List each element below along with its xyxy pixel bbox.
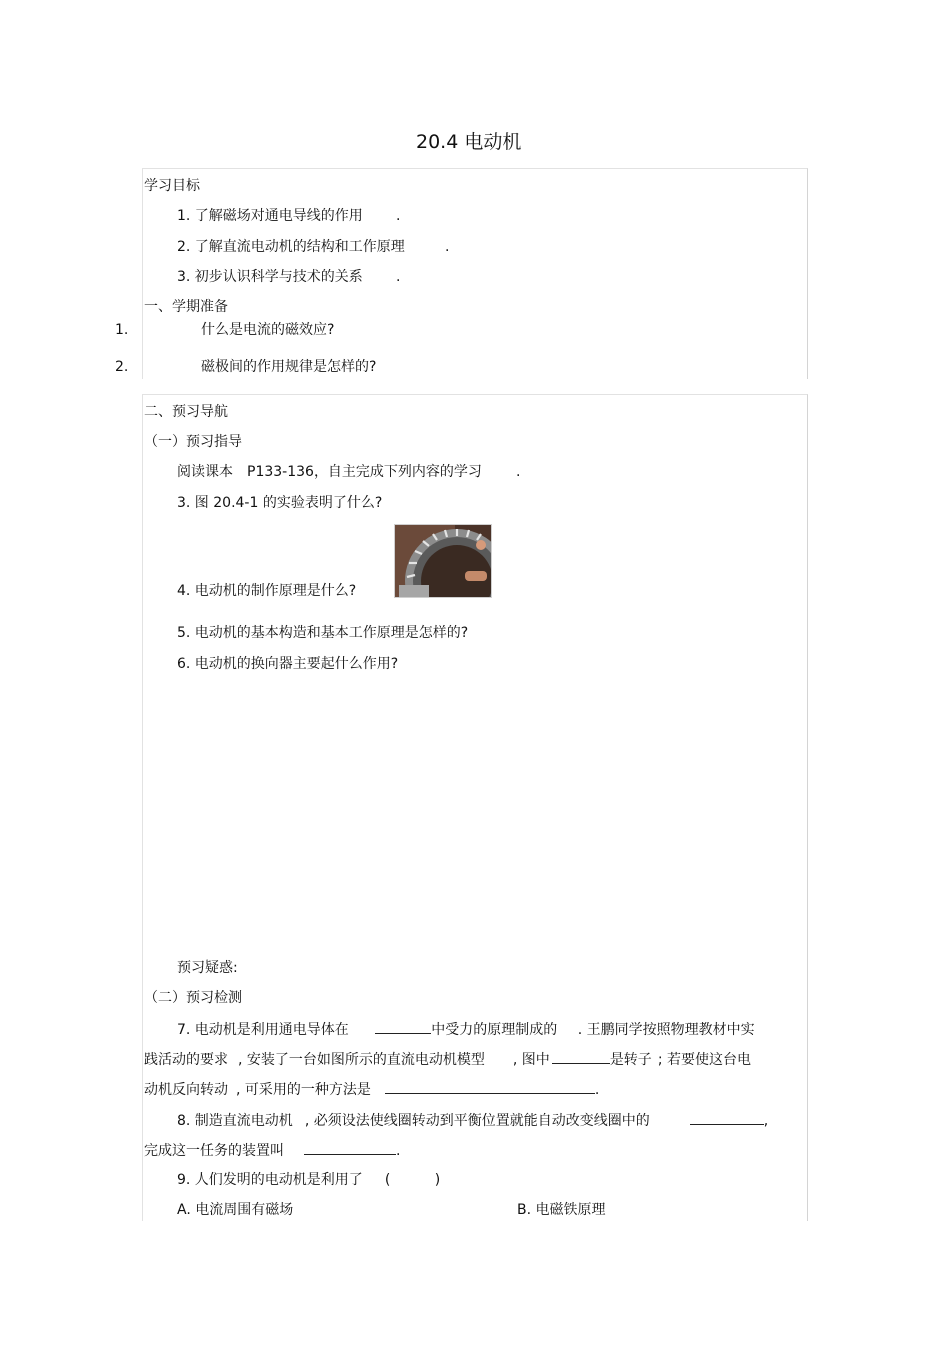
question-8-line-2 <box>144 1140 400 1160</box>
question-6: 6. 电动机的换向器主要起什么作用? <box>177 656 399 672</box>
motor-photo <box>394 524 492 598</box>
page-title: 20.4 电动机 <box>416 131 522 153</box>
goals-heading: 学习目标 <box>144 178 200 194</box>
q8-blank-1[interactable] <box>690 1110 764 1125</box>
goal-item-2-end: . <box>445 239 450 255</box>
q7-text-j: , 可采用的一种方法是 <box>236 1082 371 1098</box>
q8-text-b: , 必须设法使线圈转动到平衡位置就能自动改变线圈中的 <box>304 1113 650 1129</box>
goal-item-2: 2. 了解直流电动机的结构和工作原理 <box>177 239 405 255</box>
goal-item-1-end: . <box>396 208 401 224</box>
q7-text-i: 动机反向转动 <box>144 1082 228 1098</box>
question-7-line-1 <box>177 1019 755 1039</box>
preview-heading: 二、预习导航 <box>144 404 228 420</box>
goal-item-1: 1. 了解磁场对通电导线的作用 <box>177 208 363 224</box>
q8-text-e: . <box>396 1143 401 1159</box>
q8-text-d: 完成这一任务的装置叫 <box>144 1143 284 1159</box>
q7-text-e: , 安装了一台如图所示的直流电动机模型 <box>238 1052 485 1068</box>
q7-text-a: 7. 电动机是利用通电导体在 <box>177 1022 349 1038</box>
reading-instruction-b: P133-136，自主完成下列内容的学习 <box>247 464 482 480</box>
question-8-line-1 <box>177 1110 768 1130</box>
q8-text-c: , <box>763 1113 769 1129</box>
preview-doubts-label: 预习疑惑: <box>177 960 238 976</box>
reading-instruction-a: 阅读课本 <box>177 464 233 480</box>
q7-text-h: ; 若要使这台电 <box>657 1052 751 1068</box>
option-b: B. 电磁铁原理 <box>517 1202 606 1218</box>
q7-text-k: . <box>594 1082 600 1098</box>
q8-blank-2[interactable] <box>304 1140 396 1155</box>
q8-text-a: 8. 制造直流电动机 <box>177 1113 293 1129</box>
q7-blank-2[interactable] <box>552 1049 610 1064</box>
question-5: 5. 电动机的基本构造和基本工作原理是怎样的? <box>177 625 469 641</box>
test-heading: （二）预习检测 <box>144 990 242 1006</box>
question-9 <box>177 1171 440 1189</box>
option-a: A. 电流周围有磁场 <box>177 1202 294 1218</box>
q7-text-b: 中受力的原理制成的 <box>431 1022 558 1038</box>
question-7-line-2 <box>144 1049 751 1069</box>
prep-item-1-number: 1. <box>115 322 129 338</box>
prep-item-2-number: 2. <box>115 359 129 375</box>
q7-text-c: . 王鹏同学按照物理教材中实 <box>577 1022 755 1038</box>
reading-instruction-end: . <box>516 464 521 480</box>
q9-text: 9. 人们发明的电动机是利用了 <box>177 1172 363 1188</box>
question-3: 3. 图 20.4-1 的实验表明了什么? <box>177 495 383 511</box>
q7-blank-3[interactable] <box>385 1079 595 1094</box>
q7-blank-1[interactable] <box>375 1019 431 1034</box>
q7-text-f: , 图中 <box>512 1052 550 1068</box>
goal-item-3-end: . <box>396 269 401 285</box>
q7-text-d: 践活动的要求 <box>144 1052 228 1068</box>
question-7-line-3 <box>144 1079 599 1099</box>
prep-item-2-text: 磁极间的作用规律是怎样的? <box>201 359 377 375</box>
prep-item-1-text: 什么是电流的磁效应? <box>201 322 335 338</box>
q9-answer-paren: ( ) <box>384 1172 441 1188</box>
motor-photo-image <box>395 525 491 597</box>
guide-heading: （一）预习指导 <box>144 434 242 450</box>
goal-item-3: 3. 初步认识科学与技术的关系 <box>177 269 363 285</box>
q7-text-g: 是转子 <box>609 1052 652 1068</box>
prep-heading: 一、学期准备 <box>144 299 228 315</box>
question-4: 4. 电动机的制作原理是什么? <box>177 583 357 599</box>
